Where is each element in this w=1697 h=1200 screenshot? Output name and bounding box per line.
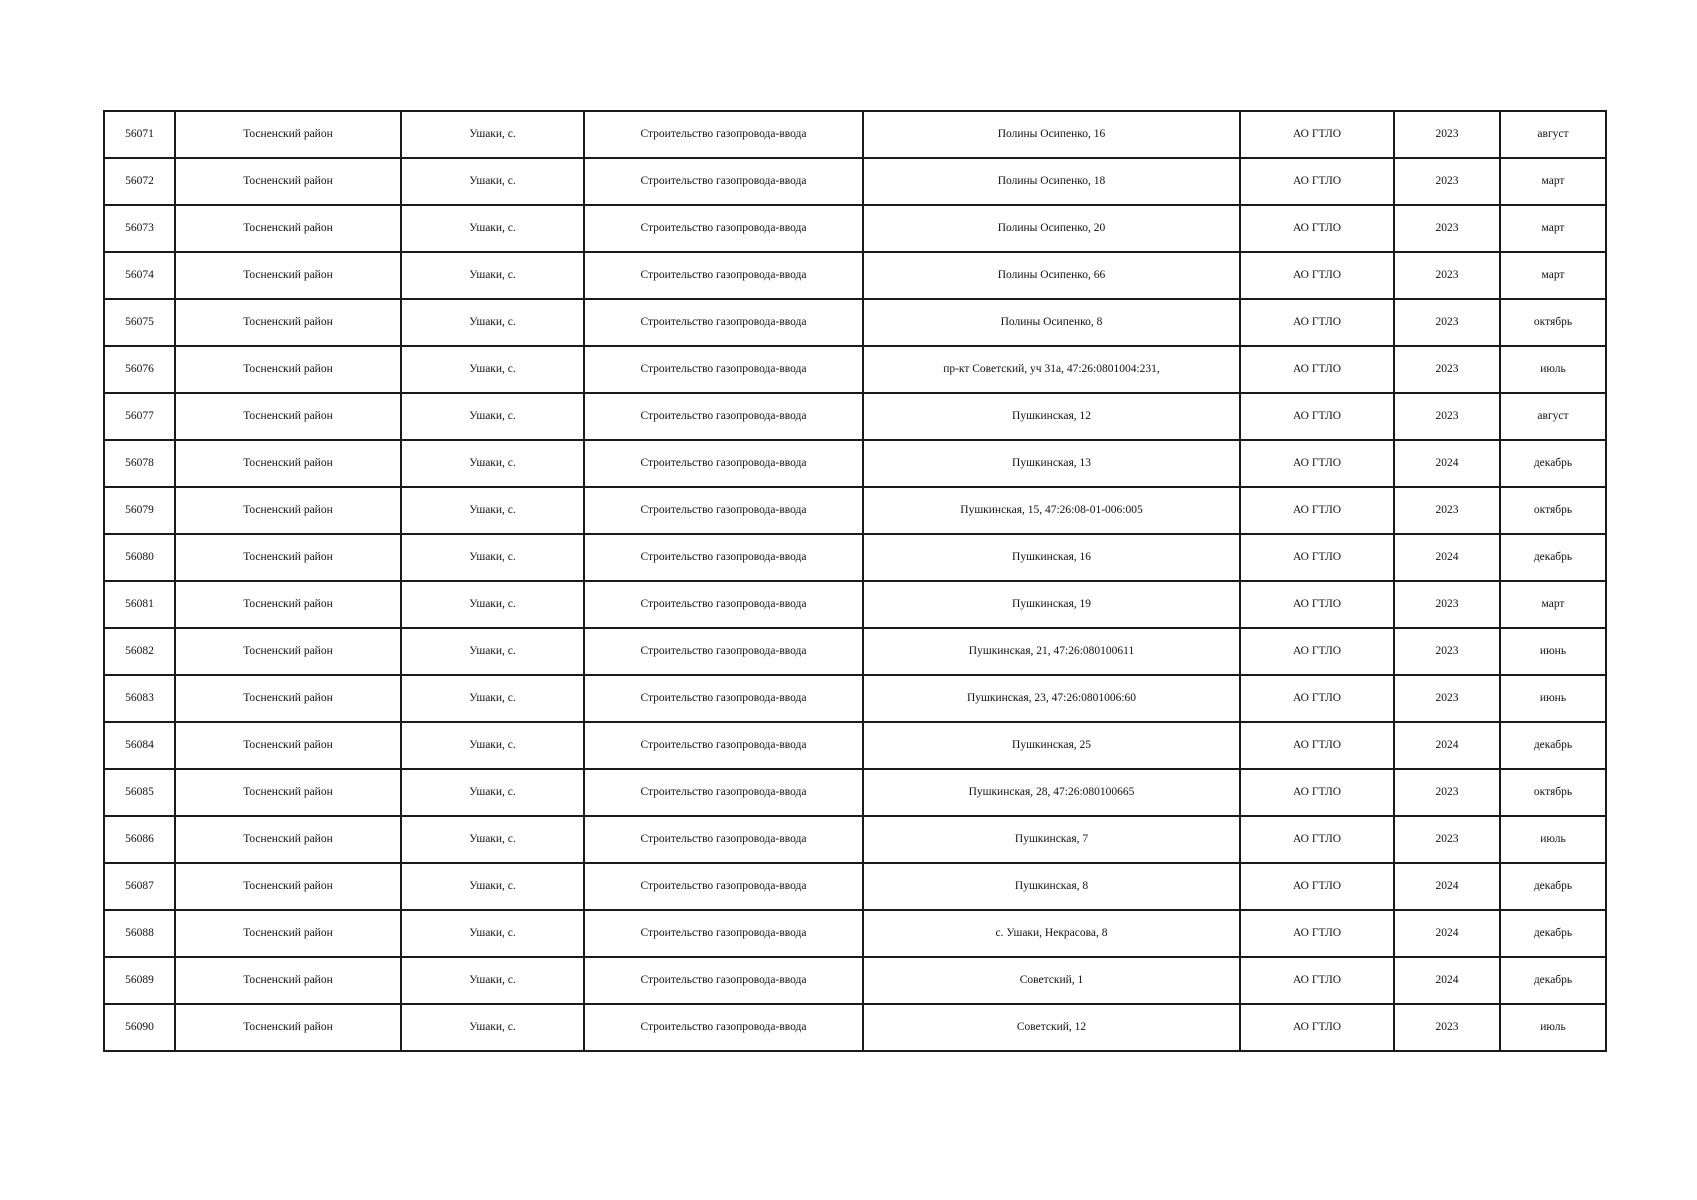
month-cell: март: [1500, 205, 1606, 252]
year-cell: 2023: [1394, 769, 1500, 816]
settlement-cell: Ушаки, с.: [401, 252, 584, 299]
table-row: [104, 628, 1606, 675]
work-type-cell: Строительство газопровода-ввода: [584, 534, 863, 581]
record-id-cell: 56088: [104, 910, 175, 957]
address-cell: Пушкинская, 19: [863, 581, 1240, 628]
organization-cell: АО ГТЛО: [1240, 910, 1394, 957]
organization-cell: АО ГТЛО: [1240, 205, 1394, 252]
year-cell: 2023: [1394, 111, 1500, 158]
record-id-cell: 56079: [104, 487, 175, 534]
settlement-cell: Ушаки, с.: [401, 675, 584, 722]
year-cell: 2023: [1394, 1004, 1500, 1051]
month-cell: март: [1500, 581, 1606, 628]
organization-cell: АО ГТЛО: [1240, 346, 1394, 393]
year-cell: 2024: [1394, 440, 1500, 487]
table-row: [104, 722, 1606, 769]
year-cell: 2023: [1394, 299, 1500, 346]
organization-cell: АО ГТЛО: [1240, 158, 1394, 205]
organization-cell: АО ГТЛО: [1240, 1004, 1394, 1051]
record-id-cell: 56072: [104, 158, 175, 205]
address-cell: Пушкинская, 8: [863, 863, 1240, 910]
settlement-cell: Ушаки, с.: [401, 722, 584, 769]
district-cell: Тосненский район: [175, 910, 401, 957]
address-cell: с. Ушаки, Некрасова, 8: [863, 910, 1240, 957]
year-cell: 2024: [1394, 534, 1500, 581]
record-id-cell: 56083: [104, 675, 175, 722]
month-cell: декабрь: [1500, 863, 1606, 910]
settlement-cell: Ушаки, с.: [401, 957, 584, 1004]
month-cell: июль: [1500, 346, 1606, 393]
record-id-cell: 56086: [104, 816, 175, 863]
month-cell: декабрь: [1500, 722, 1606, 769]
month-cell: октябрь: [1500, 769, 1606, 816]
organization-cell: АО ГТЛО: [1240, 769, 1394, 816]
organization-cell: АО ГТЛО: [1240, 675, 1394, 722]
settlement-cell: Ушаки, с.: [401, 769, 584, 816]
settlement-cell: Ушаки, с.: [401, 393, 584, 440]
table-row: [104, 158, 1606, 205]
work-type-cell: Строительство газопровода-ввода: [584, 393, 863, 440]
work-type-cell: Строительство газопровода-ввода: [584, 628, 863, 675]
work-type-cell: Строительство газопровода-ввода: [584, 487, 863, 534]
record-id-cell: 56081: [104, 581, 175, 628]
month-cell: декабрь: [1500, 534, 1606, 581]
district-cell: Тосненский район: [175, 346, 401, 393]
record-id-cell: 56077: [104, 393, 175, 440]
address-cell: Советский, 1: [863, 957, 1240, 1004]
district-cell: Тосненский район: [175, 863, 401, 910]
gas-pipeline-schedule-table: [103, 110, 1607, 1052]
address-cell: Советский, 12: [863, 1004, 1240, 1051]
month-cell: март: [1500, 158, 1606, 205]
month-cell: октябрь: [1500, 487, 1606, 534]
work-type-cell: Строительство газопровода-ввода: [584, 299, 863, 346]
year-cell: 2024: [1394, 910, 1500, 957]
record-id-cell: 56082: [104, 628, 175, 675]
address-cell: Пушкинская, 16: [863, 534, 1240, 581]
record-id-cell: 56087: [104, 863, 175, 910]
address-cell: Пушкинская, 12: [863, 393, 1240, 440]
table-row: [104, 487, 1606, 534]
organization-cell: АО ГТЛО: [1240, 957, 1394, 1004]
record-id-cell: 56074: [104, 252, 175, 299]
year-cell: 2023: [1394, 581, 1500, 628]
record-id-cell: 56089: [104, 957, 175, 1004]
address-cell: Пушкинская, 28, 47:26:080100665: [863, 769, 1240, 816]
table-row: [104, 910, 1606, 957]
district-cell: Тосненский район: [175, 487, 401, 534]
work-type-cell: Строительство газопровода-ввода: [584, 111, 863, 158]
work-type-cell: Строительство газопровода-ввода: [584, 252, 863, 299]
district-cell: Тосненский район: [175, 393, 401, 440]
record-id-cell: 56080: [104, 534, 175, 581]
month-cell: октябрь: [1500, 299, 1606, 346]
month-cell: декабрь: [1500, 440, 1606, 487]
work-type-cell: Строительство газопровода-ввода: [584, 346, 863, 393]
year-cell: 2023: [1394, 816, 1500, 863]
settlement-cell: Ушаки, с.: [401, 816, 584, 863]
district-cell: Тосненский район: [175, 158, 401, 205]
work-type-cell: Строительство газопровода-ввода: [584, 863, 863, 910]
district-cell: Тосненский район: [175, 440, 401, 487]
work-type-cell: Строительство газопровода-ввода: [584, 769, 863, 816]
month-cell: июль: [1500, 1004, 1606, 1051]
organization-cell: АО ГТЛО: [1240, 299, 1394, 346]
record-id-cell: 56085: [104, 769, 175, 816]
record-id-cell: 56090: [104, 1004, 175, 1051]
district-cell: Тосненский район: [175, 1004, 401, 1051]
work-type-cell: Строительство газопровода-ввода: [584, 957, 863, 1004]
table-row: [104, 205, 1606, 252]
record-id-cell: 56071: [104, 111, 175, 158]
settlement-cell: Ушаки, с.: [401, 628, 584, 675]
settlement-cell: Ушаки, с.: [401, 581, 584, 628]
address-cell: Пушкинская, 7: [863, 816, 1240, 863]
year-cell: 2023: [1394, 675, 1500, 722]
settlement-cell: Ушаки, с.: [401, 440, 584, 487]
year-cell: 2023: [1394, 205, 1500, 252]
table-row: [104, 675, 1606, 722]
month-cell: март: [1500, 252, 1606, 299]
record-id-cell: 56076: [104, 346, 175, 393]
address-cell: Полины Осипенко, 8: [863, 299, 1240, 346]
address-cell: Пушкинская, 15, 47:26:08-01-006:005: [863, 487, 1240, 534]
year-cell: 2023: [1394, 628, 1500, 675]
organization-cell: АО ГТЛО: [1240, 628, 1394, 675]
address-cell: Пушкинская, 13: [863, 440, 1240, 487]
year-cell: 2023: [1394, 393, 1500, 440]
settlement-cell: Ушаки, с.: [401, 910, 584, 957]
address-cell: пр-кт Советский, уч 31а, 47:26:0801004:231,: [863, 346, 1240, 393]
organization-cell: АО ГТЛО: [1240, 487, 1394, 534]
table-row: [104, 1004, 1606, 1051]
settlement-cell: Ушаки, с.: [401, 346, 584, 393]
district-cell: Тосненский район: [175, 675, 401, 722]
settlement-cell: Ушаки, с.: [401, 205, 584, 252]
district-cell: Тосненский район: [175, 581, 401, 628]
table-row: [104, 863, 1606, 910]
work-type-cell: Строительство газопровода-ввода: [584, 816, 863, 863]
address-cell: Пушкинская, 21, 47:26:080100611: [863, 628, 1240, 675]
settlement-cell: Ушаки, с.: [401, 863, 584, 910]
month-cell: декабрь: [1500, 910, 1606, 957]
work-type-cell: Строительство газопровода-ввода: [584, 722, 863, 769]
organization-cell: АО ГТЛО: [1240, 581, 1394, 628]
organization-cell: АО ГТЛО: [1240, 722, 1394, 769]
year-cell: 2024: [1394, 957, 1500, 1004]
year-cell: 2023: [1394, 487, 1500, 534]
month-cell: август: [1500, 111, 1606, 158]
table-row: [104, 769, 1606, 816]
year-cell: 2024: [1394, 722, 1500, 769]
organization-cell: АО ГТЛО: [1240, 393, 1394, 440]
work-type-cell: Строительство газопровода-ввода: [584, 1004, 863, 1051]
district-cell: Тосненский район: [175, 957, 401, 1004]
month-cell: июль: [1500, 816, 1606, 863]
year-cell: 2023: [1394, 158, 1500, 205]
district-cell: Тосненский район: [175, 252, 401, 299]
record-id-cell: 56084: [104, 722, 175, 769]
month-cell: июнь: [1500, 628, 1606, 675]
work-type-cell: Строительство газопровода-ввода: [584, 205, 863, 252]
table-row: [104, 581, 1606, 628]
year-cell: 2024: [1394, 863, 1500, 910]
year-cell: 2023: [1394, 346, 1500, 393]
address-cell: Пушкинская, 25: [863, 722, 1240, 769]
organization-cell: АО ГТЛО: [1240, 534, 1394, 581]
work-type-cell: Строительство газопровода-ввода: [584, 440, 863, 487]
table-row: [104, 111, 1606, 158]
year-cell: 2023: [1394, 252, 1500, 299]
month-cell: июнь: [1500, 675, 1606, 722]
month-cell: декабрь: [1500, 957, 1606, 1004]
work-type-cell: Строительство газопровода-ввода: [584, 581, 863, 628]
record-id-cell: 56073: [104, 205, 175, 252]
organization-cell: АО ГТЛО: [1240, 111, 1394, 158]
table-body: [104, 111, 1606, 1051]
district-cell: Тосненский район: [175, 628, 401, 675]
address-cell: Полины Осипенко, 66: [863, 252, 1240, 299]
settlement-cell: Ушаки, с.: [401, 158, 584, 205]
organization-cell: АО ГТЛО: [1240, 863, 1394, 910]
address-cell: Полины Осипенко, 16: [863, 111, 1240, 158]
table-row: [104, 816, 1606, 863]
district-cell: Тосненский район: [175, 205, 401, 252]
work-type-cell: Строительство газопровода-ввода: [584, 910, 863, 957]
organization-cell: АО ГТЛО: [1240, 816, 1394, 863]
district-cell: Тосненский район: [175, 769, 401, 816]
address-cell: Полины Осипенко, 18: [863, 158, 1240, 205]
table-row: [104, 957, 1606, 1004]
work-type-cell: Строительство газопровода-ввода: [584, 158, 863, 205]
district-cell: Тосненский район: [175, 534, 401, 581]
district-cell: Тосненский район: [175, 111, 401, 158]
settlement-cell: Ушаки, с.: [401, 534, 584, 581]
record-id-cell: 56078: [104, 440, 175, 487]
settlement-cell: Ушаки, с.: [401, 111, 584, 158]
table-row: [104, 440, 1606, 487]
organization-cell: АО ГТЛО: [1240, 252, 1394, 299]
table-row: [104, 393, 1606, 440]
address-cell: Полины Осипенко, 20: [863, 205, 1240, 252]
address-cell: Пушкинская, 23, 47:26:0801006:60: [863, 675, 1240, 722]
record-id-cell: 56075: [104, 299, 175, 346]
table-row: [104, 534, 1606, 581]
settlement-cell: Ушаки, с.: [401, 487, 584, 534]
district-cell: Тосненский район: [175, 722, 401, 769]
table-row: [104, 252, 1606, 299]
district-cell: Тосненский район: [175, 816, 401, 863]
table-row: [104, 346, 1606, 393]
settlement-cell: Ушаки, с.: [401, 1004, 584, 1051]
organization-cell: АО ГТЛО: [1240, 440, 1394, 487]
work-type-cell: Строительство газопровода-ввода: [584, 675, 863, 722]
district-cell: Тосненский район: [175, 299, 401, 346]
settlement-cell: Ушаки, с.: [401, 299, 584, 346]
month-cell: август: [1500, 393, 1606, 440]
table-row: [104, 299, 1606, 346]
